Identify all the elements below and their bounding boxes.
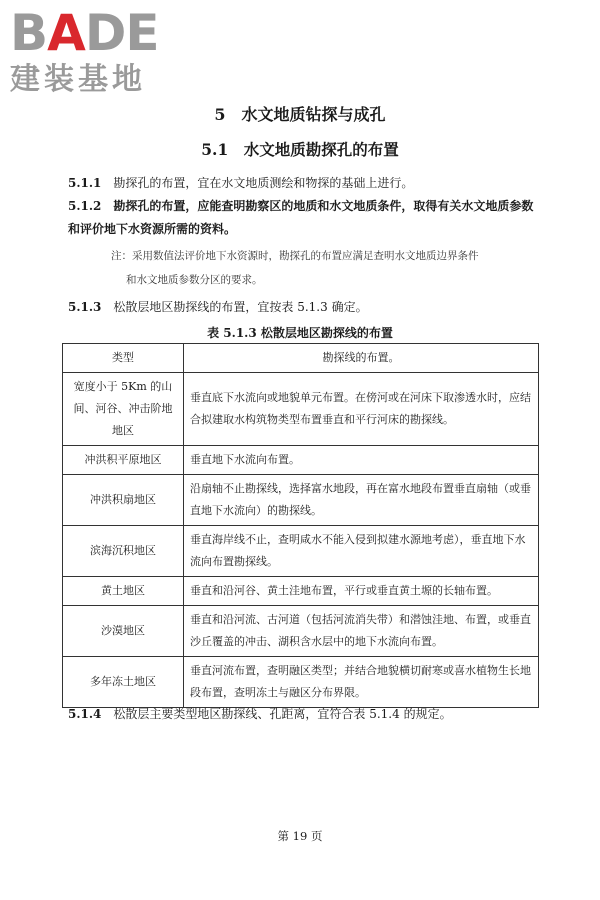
row-layout: 垂直和沿河谷、黄土洼地布置，平行或垂直黄土塬的长轴布置。: [184, 577, 539, 606]
row-type: 沙漠地区: [63, 606, 184, 657]
chapter-title: 5 水文地质钻探与成孔: [214, 105, 386, 124]
clause-5-1-1: 5.1.1 勘探孔的布置，宜在水文地质测绘和物探的基础上进行。: [68, 176, 414, 190]
header-type: 类型: [63, 344, 184, 373]
clause-5-1-2-cont: 和评价地下水资源所需的资料。: [68, 222, 237, 236]
note-line-2: 和水文地质参数分区的要求。: [126, 274, 263, 286]
row-layout: 垂直地下水流向布置。: [184, 446, 539, 475]
row-type: 冲洪积平原地区: [63, 446, 184, 475]
table-row: [63, 606, 539, 657]
section-title: 5.1 水文地质勘探孔的布置: [201, 140, 399, 159]
logo-wordmark: BADE: [10, 4, 159, 62]
row-type: 宽度小于 5Km 的山间、河谷、冲击阶地地区: [63, 373, 184, 446]
row-type: 滨海沉积地区: [63, 526, 184, 577]
table-row: [63, 475, 539, 526]
row-layout: 垂直河流布置，查明融区类型；并结合地貌横切耐寒或喜水植物生长地段布置，查明冻土与融区分布界限。: [184, 657, 539, 708]
clause-5-1-3: 5.1.3 松散层地区勘探线的布置，宜按表 5.1.3 确定。: [68, 300, 368, 314]
row-layout: 沿扇轴不止勘探线，选择富水地段，再在富水地段布置垂直扇轴（或垂直地下水流向）的勘探线。: [184, 475, 539, 526]
logo-subtitle: 建装基地: [10, 62, 146, 97]
table-row: [63, 446, 539, 475]
clause-5-1-4: 5.1.4 松散层主要类型地区勘探线、孔距离，宜符合表 5.1.4 的规定。: [68, 707, 452, 721]
row-type: 冲洪积扇地区: [63, 475, 184, 526]
table-row: [63, 373, 539, 446]
bade-logo: [10, 6, 180, 98]
row-layout: 垂直底下水流向或地貌单元布置。在傍河或在河床下取渗透水时，应结合拟建取水构筑物类型布置垂直和平行河床的勘探线。: [184, 373, 539, 446]
row-type: 多年冻土地区: [63, 657, 184, 708]
exploration-line-table: [62, 343, 539, 708]
table-row: [63, 657, 539, 708]
page-number: 第 19 页: [277, 829, 323, 843]
table-row: [63, 526, 539, 577]
table-caption: 表 5.1.3 松散层地区勘探线的布置: [207, 326, 393, 340]
note-line-1: 注：采用数值法评价地下水资源时，勘探孔的布置应满足查明水文地质边界条件: [111, 250, 479, 262]
table-header-row: [63, 344, 539, 373]
table-row: [63, 577, 539, 606]
clause-5-1-2: 5.1.2 勘探孔的布置，应能查明勘察区的地质和水文地质条件，取得有关水文地质参数: [68, 199, 534, 213]
row-type: 黄土地区: [63, 577, 184, 606]
header-layout: 勘探线的布置。: [184, 344, 539, 373]
row-layout: 垂直和沿河流、古河道（包括河流消失带）和潜蚀洼地、布置，或垂直沙丘覆盖的冲击、湖积含水层中的地下水流向布置。: [184, 606, 539, 657]
row-layout: 垂直海岸线不止，查明咸水不能入侵到拟建水源地考虑），垂直地下水流向布置勘探线。: [184, 526, 539, 577]
